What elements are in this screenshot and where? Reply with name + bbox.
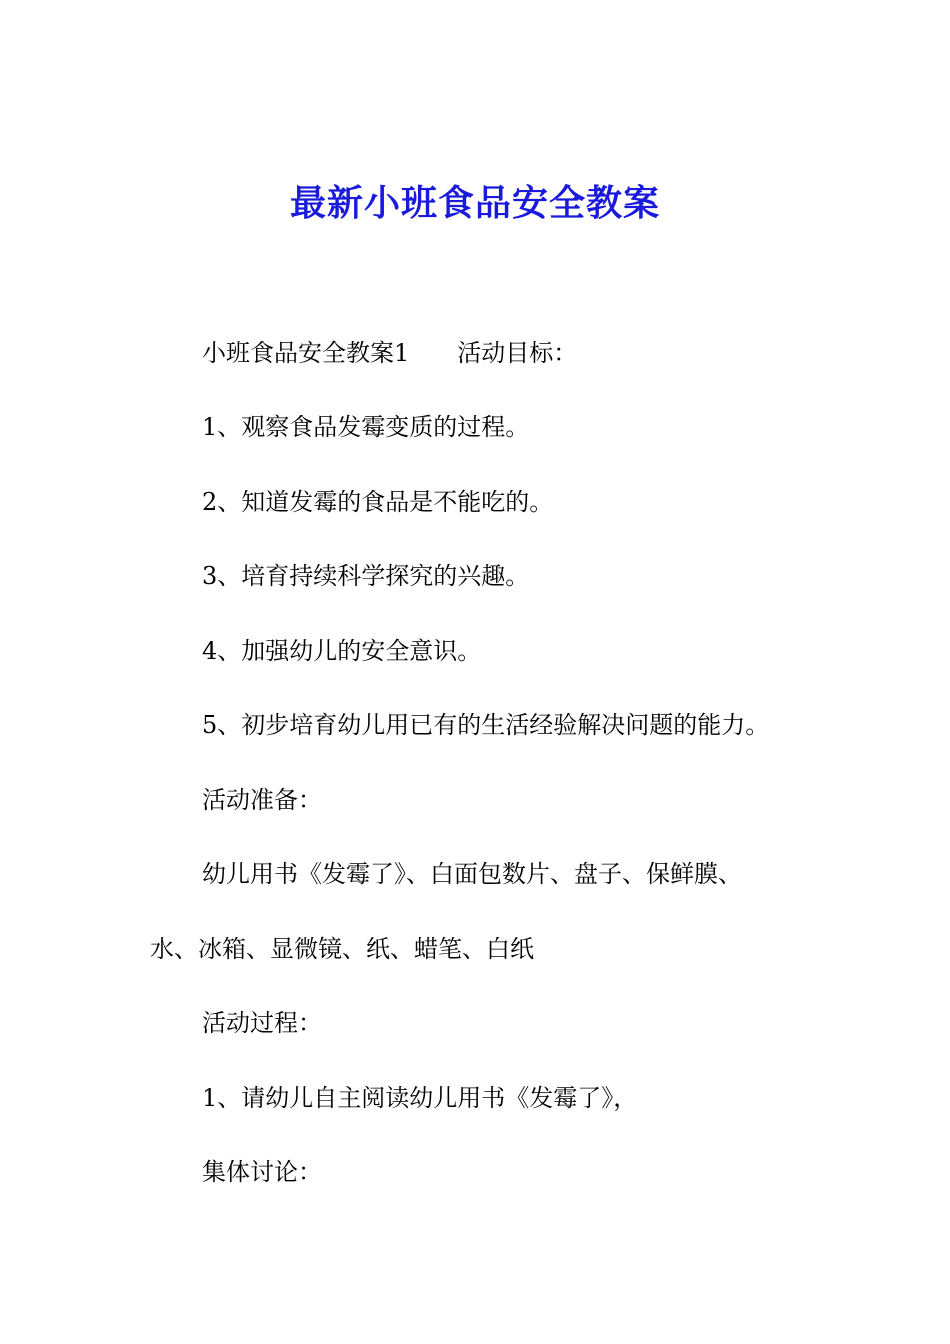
section-heading-preparation: 活动准备： — [202, 786, 322, 814]
goal-item: 3、培育持续科学探究的兴趣。 — [202, 562, 530, 590]
section-heading-process: 活动过程： — [202, 1009, 322, 1037]
goal-item: 5、初步培育幼儿用已有的生活经验解决问题的能力。 — [202, 711, 770, 739]
goal-item: 4、加强幼儿的安全意识。 — [202, 637, 482, 665]
goal-item: 1、观察食品发霉变质的过程。 — [202, 413, 530, 441]
process-text: 集体讨论： — [202, 1158, 322, 1186]
page-title: 最新小班食品安全教案 — [289, 183, 660, 224]
lesson-title: 小班食品安全教案1 — [202, 339, 410, 367]
preparation-text-continued: 水、冰箱、显微镜、纸、蜡笔、白纸 — [150, 935, 534, 963]
preparation-text: 幼儿用书《发霉了》、白面包数片、盘子、保鲜膜、 — [202, 860, 742, 888]
lesson-heading — [202, 336, 577, 370]
process-item: 1、请幼儿自主阅读幼儿用书《发霉了》， — [202, 1084, 638, 1112]
goal-item: 2、知道发霉的食品是不能吃的。 — [202, 488, 554, 516]
section-heading-goals: 活动目标： — [457, 339, 578, 367]
